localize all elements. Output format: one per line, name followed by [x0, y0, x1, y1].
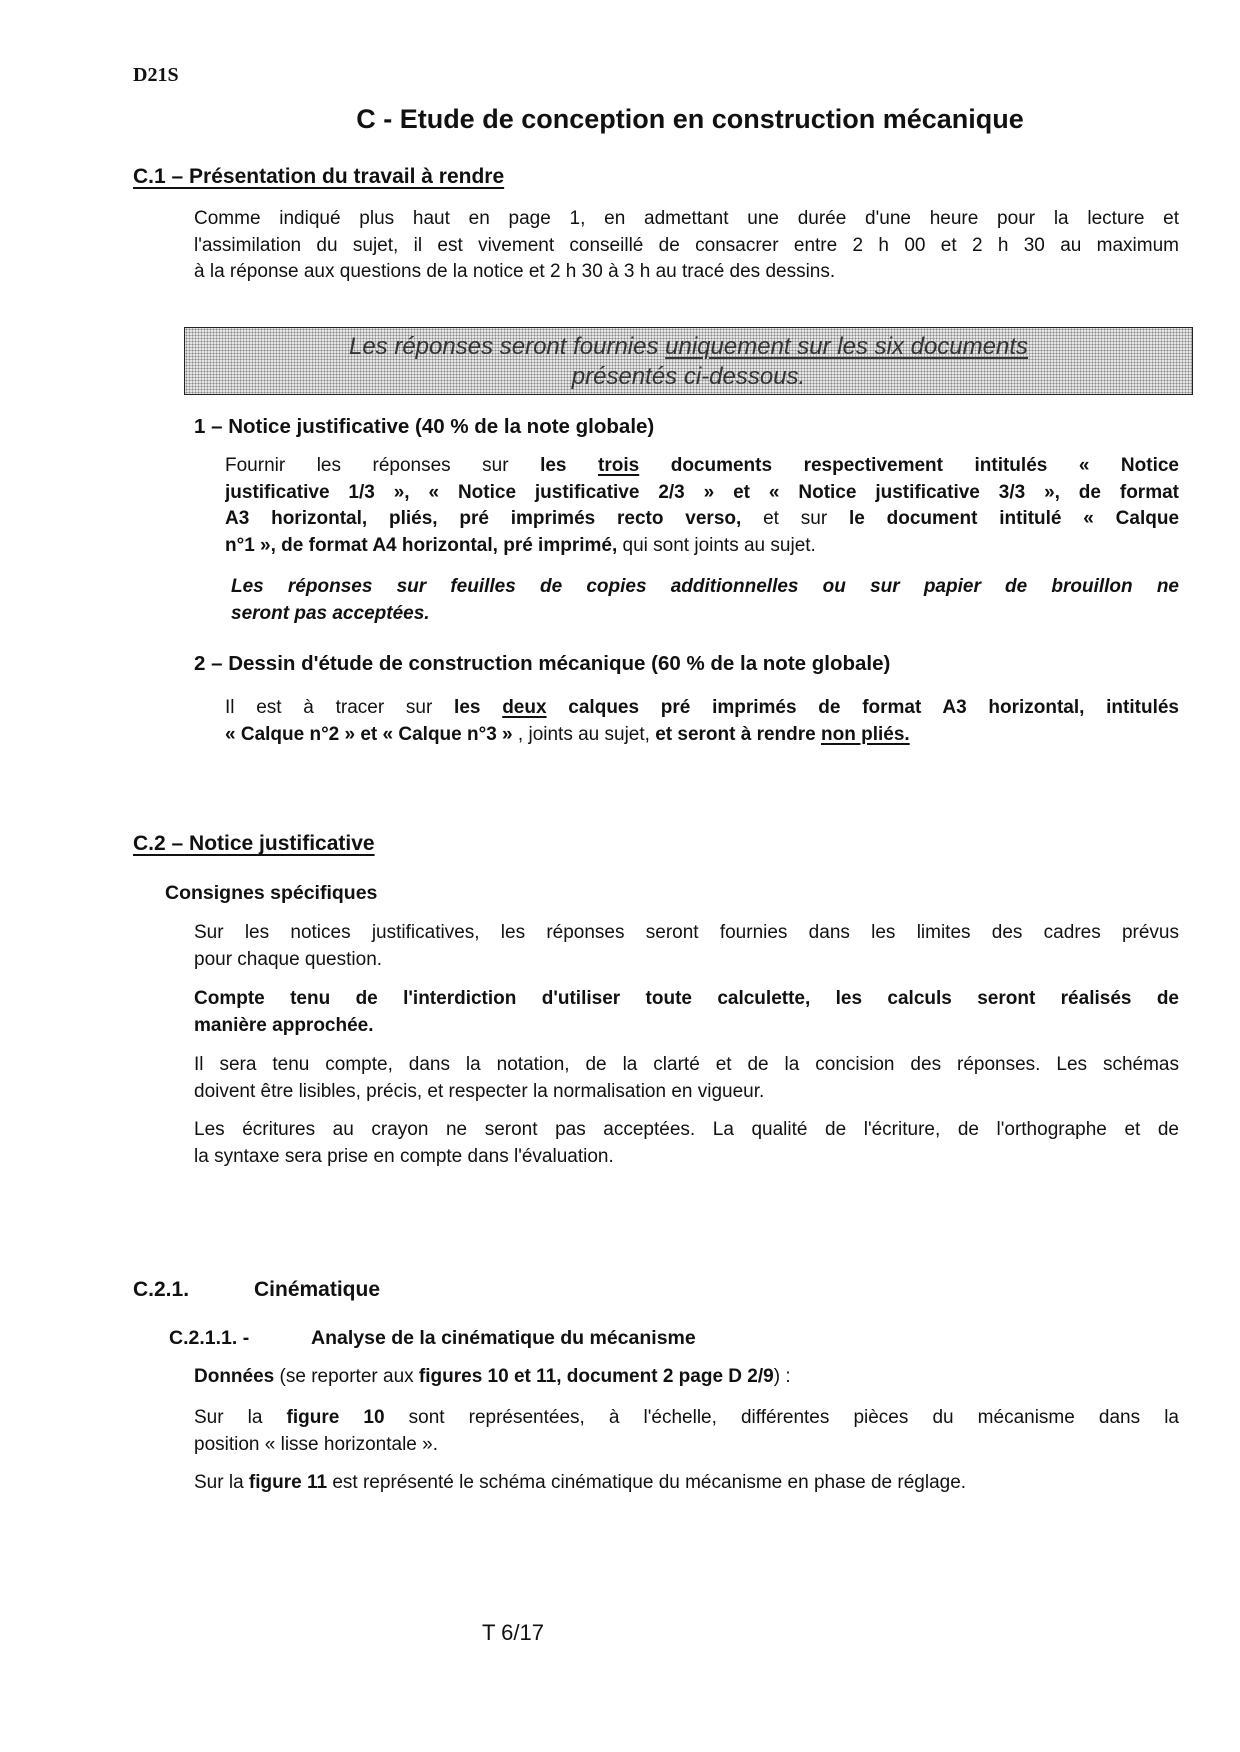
notice-box-text-line2: présentés ci-dessous.: [571, 363, 806, 390]
item1-paragraph: [225, 452, 1179, 558]
text-segment: calques pré imprimés de format A3 horizontal, intitulés: [546, 697, 1179, 718]
text-segment: figure 11: [248, 1472, 328, 1493]
text-segment: position « lisse horizontale ».: [194, 1433, 438, 1455]
text-segment: n°1 », de format A4 horizontal, pré imprimé,: [225, 534, 618, 556]
text-segment: justificative 1/3 », « Notice justificative 2/3 » et « Notice justificative 3/3 », de format: [225, 481, 1179, 503]
text-segment: à la réponse aux questions de la notice et 2 h 30 à 3 h au tracé des dessins.: [194, 261, 836, 282]
text-segment: Les écritures au crayon ne seront pas acceptées. La qualité de l'écriture, de l'orthographe et de: [194, 1119, 1179, 1140]
text-segment: est représenté le schéma cinématique du mécanisme en phase de réglage.: [327, 1472, 967, 1493]
document-code: D21S: [133, 64, 179, 86]
consigne-paragraph-2: [194, 986, 1179, 1039]
text-segment: les: [454, 697, 503, 718]
c211-title: Analyse de la cinématique du mécanisme: [311, 1327, 696, 1349]
c1-intro-paragraph: [194, 206, 1179, 286]
text-segment: Compte tenu de l'interdiction d'utiliser toute calculette, les calculs seront réalisés de: [194, 988, 1179, 1009]
donnees-line: [194, 1364, 1179, 1391]
text-line: [194, 259, 1179, 286]
text-segment: l'assimilation du sujet, il est vivement conseillé de consacrer entre 2 h 00 et 2 h 30 au maximum: [194, 234, 1179, 256]
text-segment: figure 10: [286, 1407, 385, 1428]
text-segment: sont représentées, à l'échelle, différentes pièces du mécanisme dans la: [384, 1407, 1179, 1428]
figure10-paragraph: [194, 1404, 1179, 1457]
emphasized-text: deux: [502, 697, 547, 718]
c211-number: C.2.1.1. -: [169, 1327, 250, 1349]
text-line: [225, 479, 1179, 506]
text-line: [225, 532, 1179, 559]
text-line: [194, 1144, 1179, 1171]
text-line: [231, 600, 1179, 627]
page-title: C - Etude de conception en construction mécanique: [356, 104, 1024, 134]
text-line: [194, 986, 1179, 1013]
text-segment: documents respectivement intitulés « Notice: [639, 455, 1179, 476]
text-segment: les: [540, 455, 599, 476]
text-segment: Il est à tracer sur: [225, 697, 455, 718]
text-line: [225, 505, 1179, 532]
item1-heading: 1 – Notice justificative (40 % de la note globale): [194, 415, 655, 438]
consigne-paragraph-4: [194, 1117, 1179, 1170]
text-segment: manière approchée.: [194, 1014, 374, 1036]
text-segment: qui sont joints au sujet.: [617, 534, 816, 556]
text-segment: pour chaque question.: [194, 948, 383, 970]
text-line: [194, 233, 1179, 260]
text-segment: figures 10 et 11, document 2 page D 2/9: [418, 1366, 774, 1387]
item2-heading: 2 – Dessin d'étude de construction mécanique (60 % de la note globale): [194, 652, 891, 675]
figure11-paragraph: [194, 1470, 1179, 1497]
text-segment: A3 horizontal, pliés, pré imprimés recto verso,: [225, 508, 742, 529]
section-c1-heading: C.1 – Présentation du travail à rendre: [133, 165, 505, 188]
text-segment: le document intitulé « Calque: [848, 508, 1179, 529]
text-line: [194, 1364, 1179, 1391]
item2-paragraph: [225, 694, 1179, 747]
text-segment: seront pas acceptées.: [231, 602, 430, 624]
text-segment: Données: [194, 1366, 275, 1387]
text-line: [194, 1431, 1179, 1458]
text-segment: Sur les notices justificatives, les réponses seront fournies dans les limites des cadres prévus: [194, 922, 1179, 943]
page-number: T 6/17: [482, 1620, 544, 1645]
section-c2-heading: C.2 – Notice justificative: [133, 832, 375, 855]
consigne-paragraph-3: [194, 1052, 1179, 1105]
text-line: [194, 1470, 1179, 1497]
c21-title: Cinématique: [254, 1278, 381, 1301]
emphasized-text: trois: [598, 455, 640, 476]
text-line: [194, 920, 1179, 947]
text-line: [194, 1079, 1179, 1106]
text-line: [194, 206, 1179, 233]
text-segment: et seront à rendre: [655, 723, 821, 745]
emphasized-text: non pliés.: [821, 723, 910, 745]
text-segment: , joints au sujet,: [512, 723, 656, 745]
text-line: [194, 1404, 1179, 1431]
text-segment: Sur la: [194, 1407, 287, 1428]
consignes-heading: Consignes spécifiques: [165, 882, 378, 904]
c21-number: C.2.1.: [133, 1278, 190, 1301]
text-line: [194, 947, 1179, 974]
notice-box-text: Les réponses seront fournies: [348, 333, 666, 360]
text-segment: Sur la: [194, 1472, 249, 1493]
text-segment: Comme indiqué plus haut en page 1, en admettant une durée d'une heure pour la lecture et: [194, 208, 1179, 229]
notice-box: [184, 327, 1193, 395]
text-line: [194, 1052, 1179, 1079]
consigne-paragraph-1: [194, 920, 1179, 973]
text-line: [225, 721, 1179, 748]
text-segment: Il sera tenu compte, dans la notation, de la clarté et de la concision des réponses. Les schémas: [194, 1054, 1179, 1075]
text-segment: doivent être lisibles, précis, et respecter la normalisation en vigueur.: [194, 1080, 765, 1102]
text-segment: « Calque n°2 » et « Calque n°3 »: [225, 723, 513, 745]
text-line: [225, 694, 1179, 721]
text-line: [194, 1013, 1179, 1040]
notice-box-emphasis: uniquement sur les six documents: [665, 333, 1029, 360]
text-segment: et sur: [741, 508, 849, 529]
text-line: [231, 573, 1179, 600]
text-segment: la syntaxe sera prise en compte dans l'évaluation.: [194, 1145, 614, 1167]
text-segment: (se reporter aux: [274, 1366, 419, 1387]
text-line: [225, 452, 1179, 479]
item1-warning: [231, 573, 1179, 626]
text-segment: ) :: [773, 1366, 791, 1387]
text-segment: Les réponses sur feuilles de copies additionnelles ou sur papier de brouillon ne: [231, 576, 1179, 597]
text-line: [194, 1117, 1179, 1144]
text-segment: Fournir les réponses sur: [225, 455, 541, 476]
